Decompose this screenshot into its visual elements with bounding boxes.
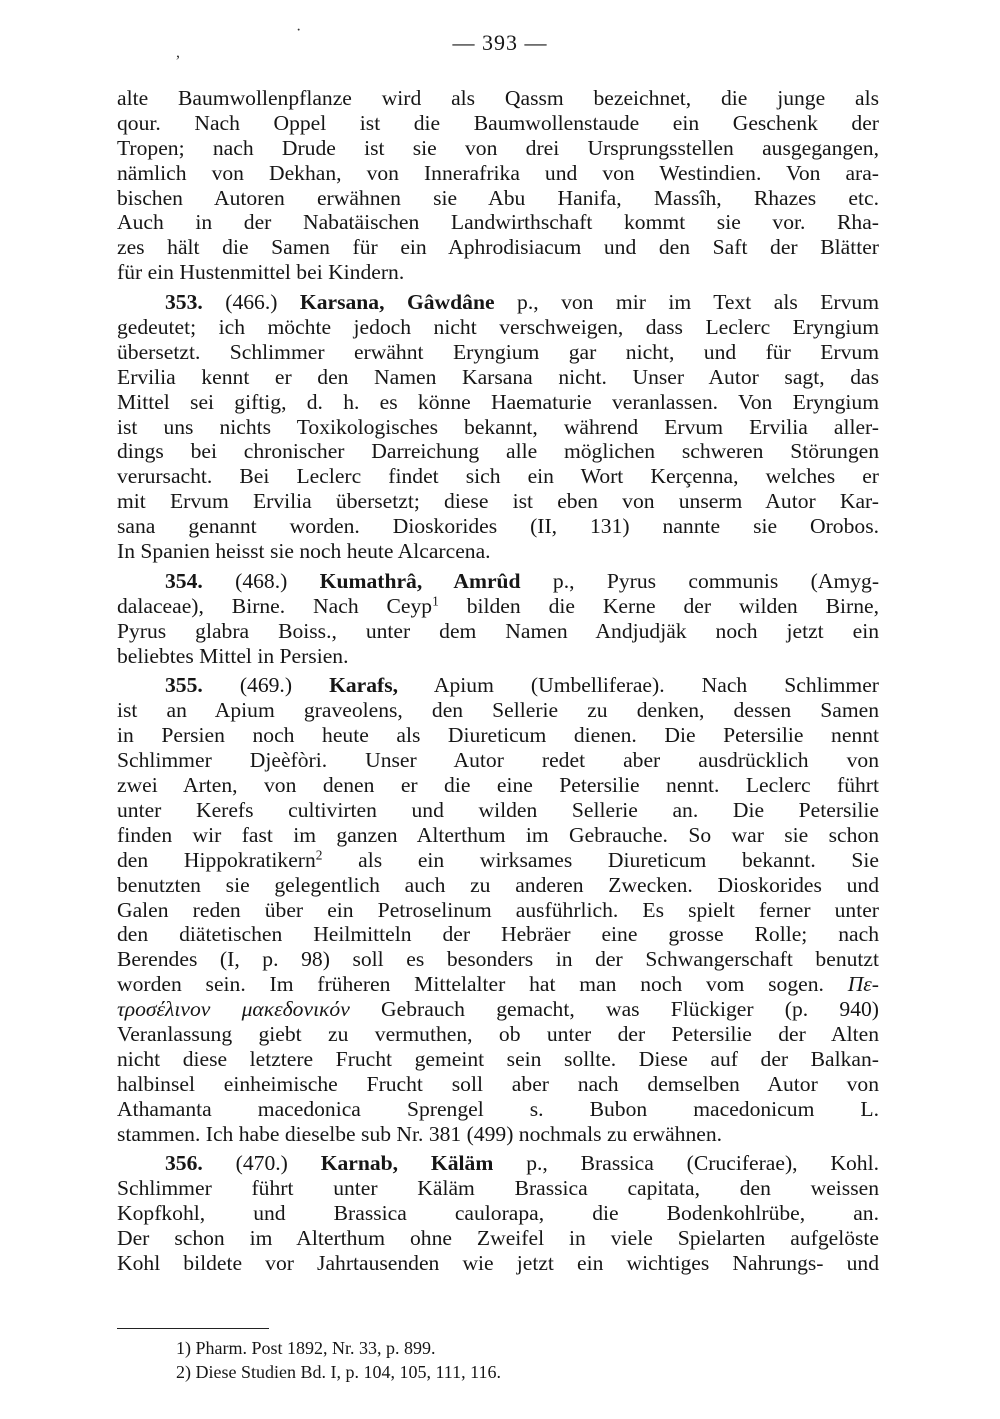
page-number: — 393 — bbox=[452, 30, 548, 55]
text-line bbox=[117, 594, 879, 619]
footnote-marker: 2 bbox=[315, 847, 323, 863]
text-line: Kopfkohl, und Brassica caulorapa, die Bodenkohlrübe, an. bbox=[117, 1201, 879, 1226]
text-line: unter Kerefs cultivirten und wilden Sellerie an. Die Petersilie bbox=[117, 797, 879, 822]
text-line bbox=[117, 997, 879, 1022]
text-line: ist uns nichts Toxikologisches bekannt, während Ervum Ervilia aller- bbox=[117, 414, 879, 439]
entry-heading-line bbox=[117, 569, 879, 594]
greek-text: τροσέλινον μακεδονικόν bbox=[117, 997, 350, 1022]
footnote-2: 2) Diese Studien Bd. I, p. 104, 105, 111, 116. bbox=[176, 1362, 501, 1382]
entry-term: Karafs, bbox=[329, 673, 399, 698]
entry-356 bbox=[117, 1151, 879, 1275]
text-line: Pyrus glabra Boiss., unter dem Namen Andjudjäk noch jetzt ein bbox=[117, 618, 879, 643]
text-line: bischen Autoren erwähnen sie Abu Hanifa, Massîh, Rhazes etc. bbox=[117, 185, 879, 210]
text-run: worden sein. Im früheren Mittelalter hat man noch vom sogen. bbox=[117, 972, 824, 997]
text-line: qour. Nach Oppel ist die Baumwollenstaude ein Geschenk der bbox=[117, 110, 879, 135]
text-line: stammen. Ich habe dieselbe sub Nr. 381 (499) nochmals zu erwähnen. bbox=[117, 1121, 723, 1146]
footnotes bbox=[176, 1336, 501, 1384]
intro-paragraph bbox=[117, 86, 879, 285]
entry-355 bbox=[117, 673, 879, 1146]
entry-354 bbox=[117, 569, 879, 669]
body-text bbox=[117, 86, 879, 1276]
text-line: Galen reden über ein Petroselinum ausführlich. Es spielt ferner unter bbox=[117, 897, 879, 922]
entry-term: Kumathrâ, Amrûd bbox=[319, 568, 521, 593]
text-line: Athamanta macedonica Sprengel s. Bubon macedonicum L. bbox=[117, 1096, 879, 1121]
text-line: benutzten sie gelegentlich auch zu anderen Zwecken. Dioskorides und bbox=[117, 872, 879, 897]
text-line: Schlimmer Djeèfòri. Unser Autor redet aber ausdrücklich von bbox=[117, 748, 879, 773]
greek-text: Πε- bbox=[847, 972, 879, 997]
text-line: übersetzt. Schlimmer erwähnt Eryngium gar nicht, und für Ervum bbox=[117, 339, 879, 364]
entry-term: Karsana, Gâwdâne bbox=[299, 290, 495, 315]
text-line: den diätetischen Heilmitteln der Hebräer eine grosse Rolle; nach bbox=[117, 922, 879, 947]
text-line: zwei Arten, von denen er die eine Petersilie nennt. Leclerc führt bbox=[117, 773, 879, 798]
text-line: Der schon im Alterthum ohne Zweifel in viele Spielarten aufgelöste bbox=[117, 1226, 879, 1251]
text-run: den Hippokratikern bbox=[117, 847, 316, 872]
text-line: In Spanien heisst sie noch heute Alcarcena. bbox=[117, 539, 491, 564]
text-line: verursacht. Bei Leclerc findet sich ein Wort Kerçenna, welches er bbox=[117, 464, 879, 489]
text-line: Schlimmer führt unter Käläm Brassica capitata, den weissen bbox=[117, 1176, 879, 1201]
entry-reference: (470.) bbox=[235, 1151, 288, 1176]
text-line: sana genannt worden. Dioskorides (II, 131) nannte sie Orobos. bbox=[117, 514, 879, 539]
entry-heading-line bbox=[117, 1151, 879, 1176]
entry-353 bbox=[117, 290, 879, 564]
entry-heading-line bbox=[117, 673, 879, 698]
footnote-divider bbox=[117, 1328, 269, 1329]
entry-reference: (466.) bbox=[225, 290, 278, 315]
text-run: bilden die Kerne der wilden Birne, bbox=[438, 593, 879, 618]
entry-term: Karnab, Käläm bbox=[320, 1151, 494, 1176]
text-line: Auch in der Nabatäischen Landwirthschaft kommt sie vor. Rha- bbox=[117, 210, 879, 235]
text-line: mit Ervum Ervilia übersetzt; diese ist eben von unserm Autor Kar- bbox=[117, 489, 879, 514]
entry-number: 354. bbox=[165, 568, 203, 593]
entry-number: 353. bbox=[165, 290, 203, 315]
text-line: Kohl bildete vor Jahrtausenden wie jetzt ein wichtiges Nahrungs- und bbox=[117, 1250, 879, 1275]
text-line: Mittel sei giftig, d. h. es könne Haematurie veranlassen. Von Eryngium bbox=[117, 389, 879, 414]
stray-mark: · bbox=[296, 22, 302, 39]
text-line: für ein Hustenmittel bei Kindern. bbox=[117, 260, 405, 285]
text-line: beliebtes Mittel in Persien. bbox=[117, 643, 349, 668]
text-line: zes hält die Samen für ein Aphrodisiacum und den Saft der Blätter bbox=[117, 235, 879, 260]
text-run: Apium (Umbelliferae). Nach Schlimmer bbox=[433, 673, 879, 698]
entry-reference: (469.) bbox=[239, 673, 293, 698]
entry-number: 356. bbox=[165, 1151, 203, 1176]
text-line: in Persien noch heute als Diureticum dienen. Die Petersilie nennt bbox=[117, 723, 879, 748]
text-line: ist an Apium graveolens, den Sellerie zu denken, dessen Samen bbox=[117, 698, 879, 723]
text-run: p., Pyrus communis (Amyg- bbox=[552, 568, 879, 593]
footnote-marker: 1 bbox=[432, 593, 439, 609]
text-run: p., Brassica (Cruciferae), Kohl. bbox=[526, 1151, 879, 1176]
text-line: dings bei chronischer Darreichung alle möglichen schweren Störungen bbox=[117, 439, 879, 464]
text-line: Tropen; nach Drude ist sie von drei Ursprungsstellen ausgegangen, bbox=[117, 135, 879, 160]
text-line bbox=[117, 972, 879, 997]
text-line bbox=[117, 848, 879, 873]
text-run: Gebrauch gemacht, was Flückiger (p. 940) bbox=[381, 997, 879, 1022]
text-run: dalaceae), Birne. Nach Ceyp bbox=[117, 593, 433, 618]
text-line: finden wir fast im ganzen Alterthum im Gebrauche. So war sie schon bbox=[117, 822, 879, 847]
entry-number: 355. bbox=[165, 673, 203, 698]
text-run: p., von mir im Text als Ervum bbox=[517, 290, 879, 315]
entry-heading-line bbox=[117, 290, 879, 315]
footnote-1: 1) Pharm. Post 1892, Nr. 33, p. 899. bbox=[176, 1338, 436, 1358]
stray-mark: , bbox=[176, 44, 180, 61]
text-line: halbinsel einheimische Frucht soll aber nach demselben Autor von bbox=[117, 1071, 879, 1096]
text-run: als ein wirksames Diureticum bekannt. Sie bbox=[322, 847, 879, 872]
text-line: nämlich von Dekhan, von Innerafrika und von Westindien. Von ara- bbox=[117, 160, 879, 185]
entry-reference: (468.) bbox=[235, 568, 288, 593]
text-line: Berendes (I, p. 98) soll es besonders in der Schwangerschaft benutzt bbox=[117, 947, 879, 972]
text-line: Ervilia kennt er den Namen Karsana nicht. Unser Autor sagt, das bbox=[117, 364, 879, 389]
text-line: alte Baumwollenpflanze wird als Qassm bezeichnet, die junge als bbox=[117, 86, 879, 110]
text-line: gedeutet; ich möchte jedoch nicht verschweigen, dass Leclerc Eryngium bbox=[117, 315, 879, 340]
text-line: nicht diese letztere Frucht gemeint sein sollte. Diese auf der Balkan- bbox=[117, 1046, 879, 1071]
text-line: Veranlassung giebt zu vermuthen, ob unter der Petersilie der Alten bbox=[117, 1021, 879, 1046]
